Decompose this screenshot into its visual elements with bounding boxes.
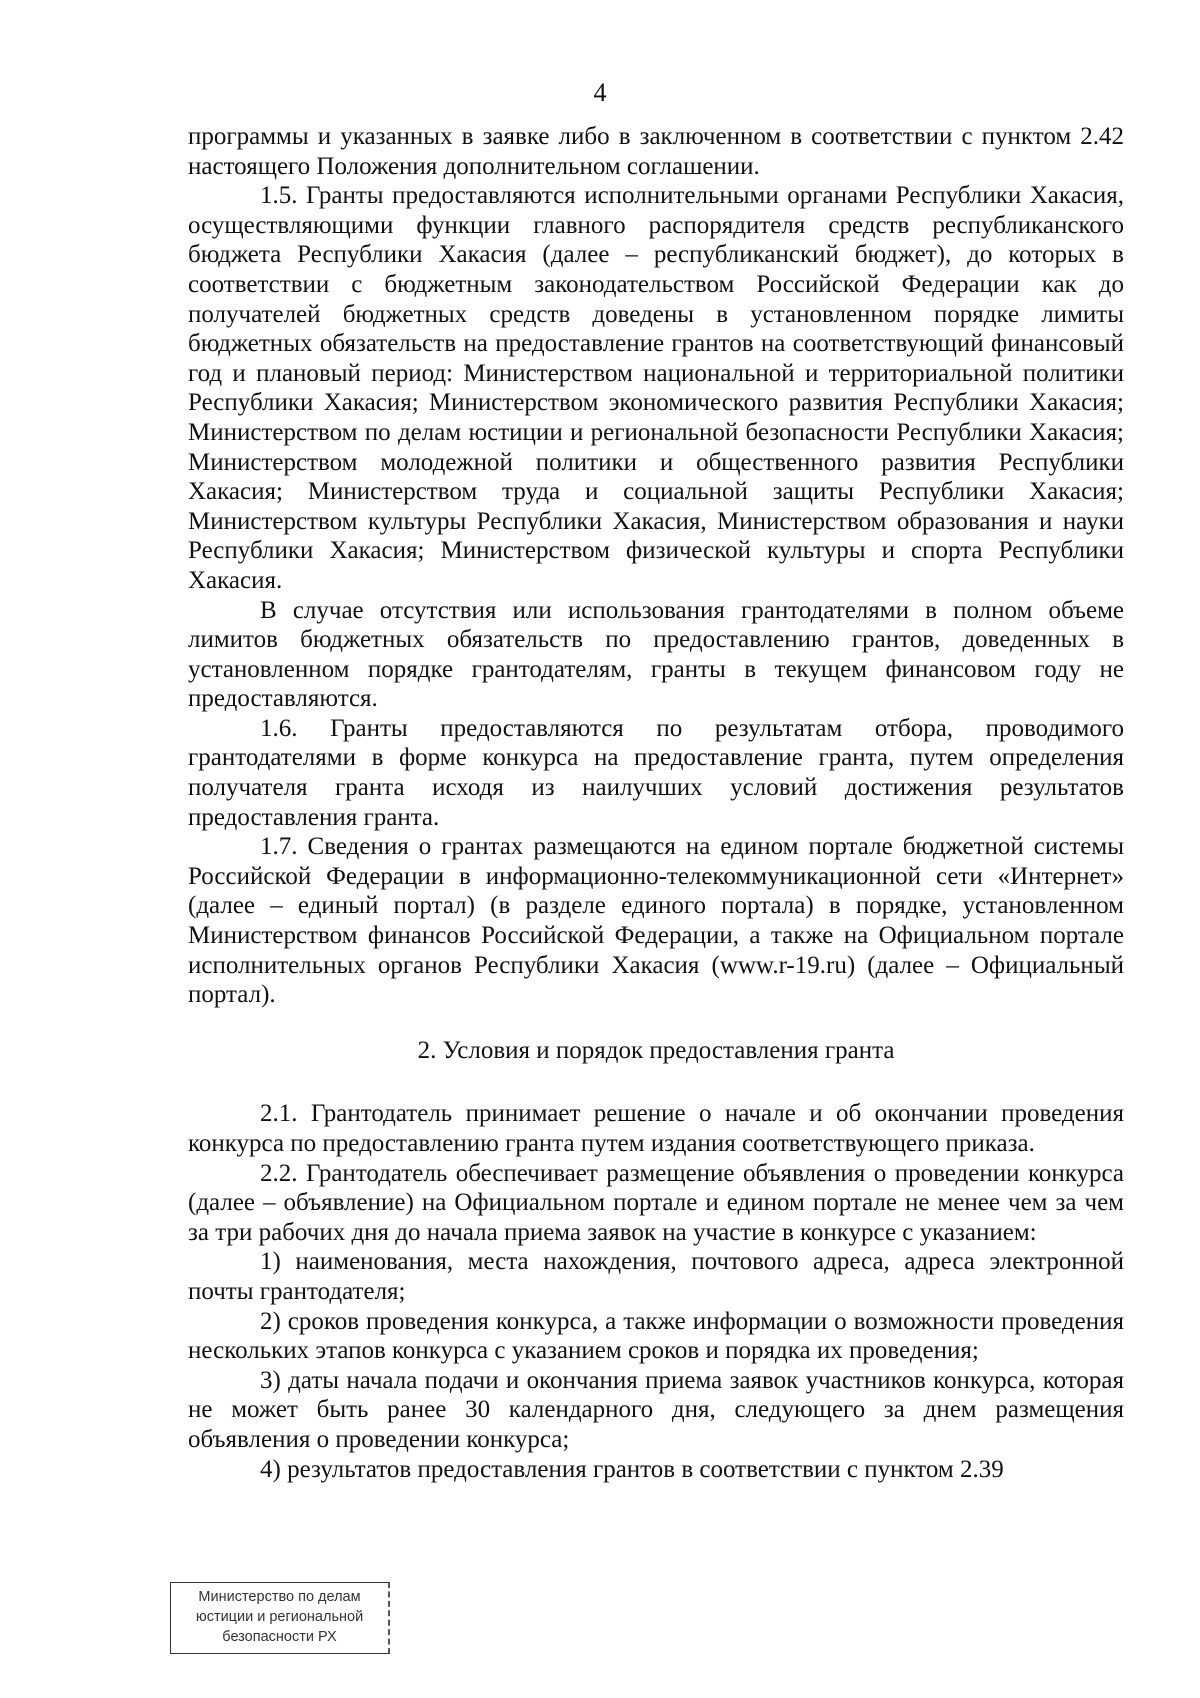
- section-heading: 2. Условия и порядок предоставления гранта: [417, 1036, 895, 1064]
- list-item: 1) наименования, места нахождения, почтового адреса, адреса электронной почты грантодателя;: [188, 1248, 1124, 1305]
- paragraph: 2.1. Грантодатель принимает решение о начале и об окончании проведения конкурса по предоставлению гранта путем издания соответствующего приказа.: [188, 1100, 1124, 1157]
- stamp-line: юстиции и региональной: [195, 1609, 364, 1625]
- list-item: 2) сроков проведения конкурса, а также информации о возможности проведения нескольких этапов конкурса с указанием сроков и порядка их проведения;: [188, 1307, 1124, 1365]
- ministry-stamp: [170, 1582, 390, 1654]
- paragraph: 1.7. Сведения о грантах размещаются на едином портале бюджетной системы Российской Федерации в информационно-телекоммуникационной сети «Интернет» (далее – единый портал) (в разделе единого портала) в порядке, установленном Министерством финансов Российской Федерации, а также на Официальном портале исполнительных органов Республики Хакасия (www.r-19.ru) (далее – Официальный портал).: [188, 833, 1124, 1009]
- paragraph: 2.2. Грантодатель обеспечивает размещение объявления о проведении конкурса (далее – объявление) на Официальном портале и едином портале не менее чем за чем за три рабочих дня до начала приема заявок на участие в конкурсе с указанием:: [188, 1159, 1124, 1246]
- document-body: [188, 122, 1124, 1484]
- list-item: 3) даты начала подачи и окончания приема заявок участников конкурса, которая не может быть ранее 30 календарного дня, следующего за днем размещения объявления о проведении конкурса;: [188, 1366, 1124, 1453]
- paragraph: В случае отсутствия или использования грантодателями в полном объеме лимитов бюджетных обязательств по предоставлению грантов, доведенных в установленном порядке грантодателям, гранты в текущем финансовом году не предоставляются.: [188, 596, 1124, 713]
- list-item: 4) результатов предоставления грантов в соответствии с пунктом 2.39: [260, 1455, 1004, 1483]
- paragraph: 1.6. Гранты предоставляются по результатам отбора, проводимого грантодателями в форме конкурса на предоставление гранта, путем определения получателя гранта исходя из наилучших условий достижения результатов предоставления гранта.: [188, 714, 1124, 831]
- paragraph: 1.5. Гранты предоставляются исполнительными органами Республики Хакасия, осуществляющими функции главного распорядителя средств республиканского бюджета Республики Хакасия (далее – республиканский бюджет), до которых в соответствии с бюджетным законодательством Российской Федерации как до получателей бюджетных средств доведены в установленном порядке лимиты бюджетных обязательств на предоставление грантов на соответствующий финансовый год и плановый период: Министерством национальной и территориальной политики Республики Хакасия; Министерством экономического развития Республики Хакасия; Министерством по делам юстиции и региональной безопасности Республики Хакасия; Министерством молодежной политики и общественного развития Республики Хакасия; Министерством труда и социальной защиты Республики Хакасия; Министерством культуры Республики Хакасия, Министерством образования и науки Республики Хакасия; Министерством физической культуры и спорта Республики Хакасия.: [188, 182, 1124, 594]
- page-number: 4: [593, 78, 607, 107]
- stamp-line: Министерство по делам: [198, 1589, 361, 1605]
- paragraph: программы и указанных в заявке либо в заключенном в соответствии с пунктом 2.42 настоящего Положения дополнительном соглашении.: [188, 123, 1124, 180]
- stamp-line: безопасности РХ: [222, 1629, 337, 1645]
